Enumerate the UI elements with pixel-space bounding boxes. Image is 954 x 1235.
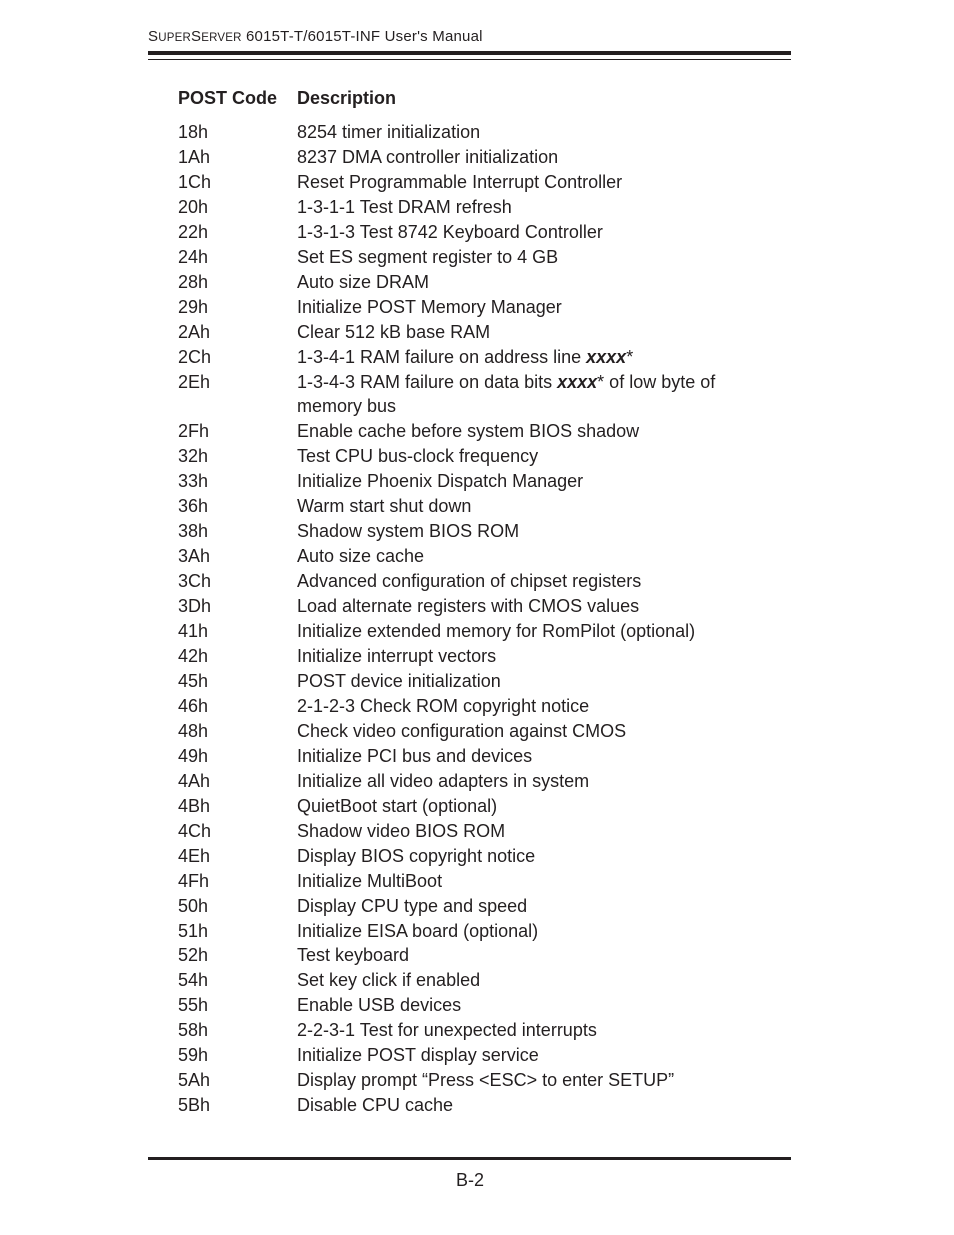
table-row bbox=[178, 669, 758, 694]
post-code: 49h bbox=[178, 745, 209, 766]
table-row bbox=[178, 594, 758, 619]
post-code: 2Fh bbox=[178, 421, 210, 442]
table-header bbox=[178, 86, 758, 110]
table-row bbox=[178, 993, 758, 1018]
table-row bbox=[178, 245, 758, 270]
post-description: Display prompt “Press <ESC> to enter SETUP” bbox=[297, 1070, 675, 1091]
table-row bbox=[178, 195, 758, 220]
post-description: Set ES segment register to 4 GB bbox=[297, 246, 559, 267]
post-code: 1Ch bbox=[178, 171, 212, 192]
table-row bbox=[178, 494, 758, 519]
table-row bbox=[178, 919, 758, 944]
post-code: 3Dh bbox=[178, 596, 212, 617]
post-code: 4Eh bbox=[178, 845, 211, 866]
post-description bbox=[297, 345, 758, 370]
post-code: 48h bbox=[178, 720, 209, 741]
description-variable: xxxx bbox=[586, 346, 627, 367]
post-code: 54h bbox=[178, 970, 209, 991]
table-row bbox=[178, 794, 758, 819]
post-code: 3Ch bbox=[178, 571, 212, 592]
post-description: Initialize Phoenix Dispatch Manager bbox=[297, 471, 584, 492]
table-row bbox=[178, 419, 758, 444]
header-small-1: UPER bbox=[158, 32, 191, 44]
table-row bbox=[178, 345, 758, 370]
post-code: 22h bbox=[178, 221, 209, 242]
post-description: Initialize POST display service bbox=[297, 1045, 539, 1066]
post-description: Initialize interrupt vectors bbox=[297, 646, 497, 667]
table-row bbox=[178, 894, 758, 919]
post-code: 5Ah bbox=[178, 1070, 211, 1091]
post-code: 33h bbox=[178, 471, 209, 492]
table-row bbox=[178, 569, 758, 594]
post-code: 36h bbox=[178, 496, 209, 517]
post-code: 29h bbox=[178, 296, 209, 317]
post-description: Initialize MultiBoot bbox=[297, 870, 443, 891]
post-description: Test CPU bus-clock frequency bbox=[297, 446, 539, 467]
post-description: 1-3-1-1 Test DRAM refresh bbox=[297, 196, 512, 217]
table-row bbox=[178, 270, 758, 295]
post-code: 4Ah bbox=[178, 770, 211, 791]
post-code: 4Bh bbox=[178, 795, 211, 816]
header-cap-2: S bbox=[190, 28, 202, 45]
footer-rule bbox=[148, 1157, 791, 1160]
post-description: Auto size cache bbox=[297, 546, 425, 567]
table-row bbox=[178, 370, 758, 420]
post-code: 41h bbox=[178, 621, 209, 642]
post-description: 8237 DMA controller initialization bbox=[297, 146, 559, 167]
table-row bbox=[178, 769, 758, 794]
post-code: 24h bbox=[178, 246, 209, 267]
post-code-table bbox=[178, 86, 758, 1118]
post-code: 45h bbox=[178, 670, 209, 691]
post-description: Initialize all video adapters in system bbox=[297, 770, 590, 791]
description-variable: xxxx bbox=[557, 371, 598, 392]
description-text-tail: * of low byte of memory bus bbox=[297, 371, 716, 417]
post-description: 1-3-1-3 Test 8742 Keyboard Controller bbox=[297, 221, 603, 242]
post-code: 50h bbox=[178, 895, 209, 916]
table-row bbox=[178, 1068, 758, 1093]
post-description: Disable CPU cache bbox=[297, 1095, 454, 1116]
description-text: 1-3-4-3 RAM failure on data bits bbox=[297, 371, 558, 392]
post-code: 58h bbox=[178, 1020, 209, 1041]
post-code: 42h bbox=[178, 646, 209, 667]
post-description: Clear 512 kB base RAM bbox=[297, 321, 491, 342]
table-row bbox=[178, 869, 758, 894]
header-rule-thick bbox=[148, 51, 791, 55]
post-code: 55h bbox=[178, 995, 209, 1016]
post-description: Enable cache before system BIOS shadow bbox=[297, 421, 640, 442]
post-description: Initialize EISA board (optional) bbox=[297, 920, 539, 941]
post-code: 1Ah bbox=[178, 146, 211, 167]
column-header-code: POST Code bbox=[178, 88, 278, 108]
post-description: Enable USB devices bbox=[297, 995, 462, 1016]
post-description: Set key click if enabled bbox=[297, 970, 481, 991]
table-row bbox=[178, 469, 758, 494]
table-row bbox=[178, 170, 758, 195]
post-code: 38h bbox=[178, 521, 209, 542]
post-code: 4Ch bbox=[178, 820, 212, 841]
table-row bbox=[178, 320, 758, 345]
post-code: 20h bbox=[178, 196, 209, 217]
post-description: Initialize POST Memory Manager bbox=[297, 296, 562, 317]
description-text-tail: * bbox=[626, 346, 634, 367]
post-description: Shadow video BIOS ROM bbox=[297, 820, 506, 841]
post-description: Initialize PCI bus and devices bbox=[297, 745, 533, 766]
post-description: Initialize extended memory for RomPilot (optional) bbox=[297, 621, 696, 642]
post-description: Shadow system BIOS ROM bbox=[297, 521, 520, 542]
post-description: Display CPU type and speed bbox=[297, 895, 528, 916]
table-row bbox=[178, 644, 758, 669]
table-row bbox=[178, 544, 758, 569]
post-description: 8254 timer initialization bbox=[297, 122, 481, 142]
post-description: 2-2-3-1 Test for unexpected interrupts bbox=[297, 1020, 597, 1041]
description-text: 1-3-4-1 RAM failure on address line bbox=[297, 346, 587, 367]
table-row bbox=[178, 819, 758, 844]
page-number: B-2 bbox=[455, 1170, 484, 1190]
post-description: QuietBoot start (optional) bbox=[297, 795, 498, 816]
post-description: POST device initialization bbox=[297, 670, 501, 691]
post-code: 52h bbox=[178, 945, 209, 966]
table-body bbox=[178, 120, 758, 1118]
table-row bbox=[178, 120, 758, 145]
table-row bbox=[178, 744, 758, 769]
header-small-2: ERVER bbox=[201, 32, 242, 44]
table-row bbox=[178, 943, 758, 968]
post-code: 2Ch bbox=[178, 346, 212, 367]
post-code: 2Eh bbox=[178, 371, 211, 392]
post-description: Reset Programmable Interrupt Controller bbox=[297, 171, 623, 192]
table-row bbox=[178, 844, 758, 869]
table-row bbox=[178, 694, 758, 719]
post-description: Warm start shut down bbox=[297, 496, 472, 517]
table-row bbox=[178, 1018, 758, 1043]
post-code: 59h bbox=[178, 1045, 209, 1066]
table-row bbox=[178, 968, 758, 993]
table-row bbox=[178, 619, 758, 644]
table-row bbox=[178, 220, 758, 245]
post-description: Check video configuration against CMOS bbox=[297, 720, 627, 741]
post-code: 51h bbox=[178, 920, 209, 941]
post-code: 18h bbox=[178, 122, 209, 142]
post-code: 46h bbox=[178, 695, 209, 716]
table-row bbox=[178, 145, 758, 170]
table-row bbox=[178, 1043, 758, 1068]
post-description: 2-1-2-3 Check ROM copyright notice bbox=[297, 695, 590, 716]
table-row bbox=[178, 444, 758, 469]
table-row bbox=[178, 519, 758, 544]
post-code: 28h bbox=[178, 271, 209, 292]
post-description: Auto size DRAM bbox=[297, 271, 430, 292]
post-description: Load alternate registers with CMOS values bbox=[297, 596, 640, 617]
running-header bbox=[148, 28, 483, 45]
post-code: 5Bh bbox=[178, 1095, 211, 1116]
header-cap-1: S bbox=[148, 28, 159, 45]
table-row bbox=[178, 1093, 758, 1118]
post-code: 2Ah bbox=[178, 321, 211, 342]
post-code: 3Ah bbox=[178, 546, 211, 567]
column-header-description: Description bbox=[297, 88, 397, 108]
post-description: Display BIOS copyright notice bbox=[297, 845, 536, 866]
post-code: 4Fh bbox=[178, 870, 210, 891]
post-description: Advanced configuration of chipset registers bbox=[297, 571, 642, 592]
header-rule-thin bbox=[148, 59, 791, 60]
post-description bbox=[297, 370, 758, 420]
post-description: Test keyboard bbox=[297, 945, 410, 966]
post-code: 32h bbox=[178, 446, 209, 467]
table-row bbox=[178, 295, 758, 320]
header-rest: 6015T-T/6015T-INF User's Manual bbox=[241, 28, 483, 45]
table-row bbox=[178, 719, 758, 744]
